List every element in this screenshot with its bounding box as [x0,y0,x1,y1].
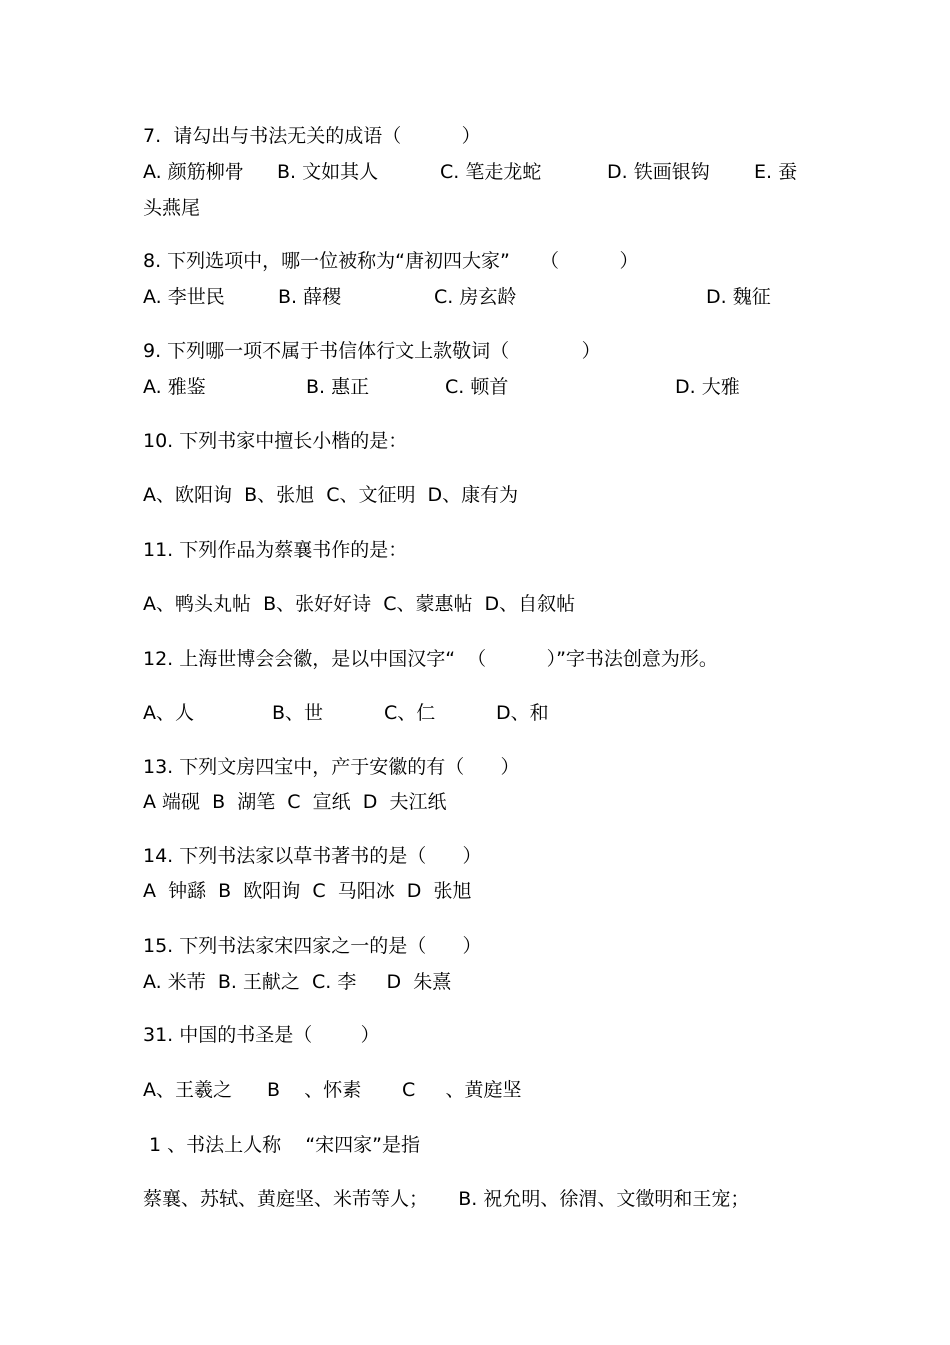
question-10-stem: 10. 下列书家中擅长小楷的是： [143,430,408,452]
question-7-stem: 7. 请勾出与书法无关的成语（ ） [143,125,481,147]
question-14-stem: 14. 下列书法家以草书著书的是（ ） [143,845,482,867]
question-14-options: A 钟繇 B 欧阳询 C 马阳冰 D 张旭 [143,880,472,902]
question-13-options: A 端砚 B 湖笔 C 宣纸 D 夫江纸 [143,791,447,813]
question-7-option-d: D. 铁画银钩 [607,161,710,183]
question-8-option-b: B. 薛稷 [278,286,342,308]
question-9-stem: 9. 下列哪一项不属于书信体行文上款敬词（ ） [143,340,601,362]
question-11-options: A、鸭头丸帖 B、张好好诗 C、蒙惠帖 D、自叙帖 [143,593,576,615]
question-8-stem: 8. 下列选项中，哪一位被称为“唐初四大家” （ ） [143,250,639,272]
question-7-option-e: E. 蚕 [754,161,798,183]
question-12-option-a: A、人 [143,702,194,724]
question-15-stem: 15. 下列书法家宋四家之一的是（ ） [143,935,482,957]
question-9-option-a: A. 雅鉴 [143,376,206,398]
question-7-option-a: A. 颜筋柳骨 [143,161,244,183]
question-9-option-d: D. 大雅 [675,376,740,398]
question-1-stem: 1 、书法上人称 “宋四家”是指 [143,1134,421,1156]
question-8-option-a: A. 李世民 [143,286,225,308]
question-31-option-b: B 、怀素 [267,1079,362,1101]
question-12-stem: 12. 上海世博会会徽，是以中国汉字“ （ ）”字书法创意为形。 [143,648,718,670]
question-31-stem: 31. 中国的书圣是（ ） [143,1024,380,1046]
question-12-option-b: B、世 [272,702,324,724]
question-9-option-c: C. 顿首 [445,376,509,398]
question-10-options: A、欧阳询 B、张旭 C、文征明 D、康有为 [143,484,519,506]
question-31-option-a: A、王羲之 [143,1079,232,1101]
question-11-stem: 11. 下列作品为蔡襄书作的是： [143,539,408,561]
question-12-option-d: D、和 [496,702,549,724]
question-15-options: A. 米芾 B. 王献之 C. 李 D 朱熹 [143,971,452,993]
question-8-option-c: C. 房玄龄 [434,286,517,308]
question-7-continuation: 头燕尾 [143,197,201,219]
question-12-option-c: C、仁 [384,702,436,724]
question-7-option-c: C. 笔走龙蛇 [440,161,542,183]
question-9-option-b: B. 惠正 [306,376,370,398]
question-31-option-c: C 、黄庭坚 [402,1079,522,1101]
question-13-stem: 13. 下列文房四宝中，产于安徽的有（ ） [143,756,520,778]
question-8-option-d: D. 魏征 [706,286,771,308]
question-1-options: 蔡襄、苏轼、黄庭坚、米芾等人； B. 祝允明、徐渭、文徵明和王宠； [143,1188,750,1210]
question-7-option-b: B. 文如其人 [277,161,379,183]
